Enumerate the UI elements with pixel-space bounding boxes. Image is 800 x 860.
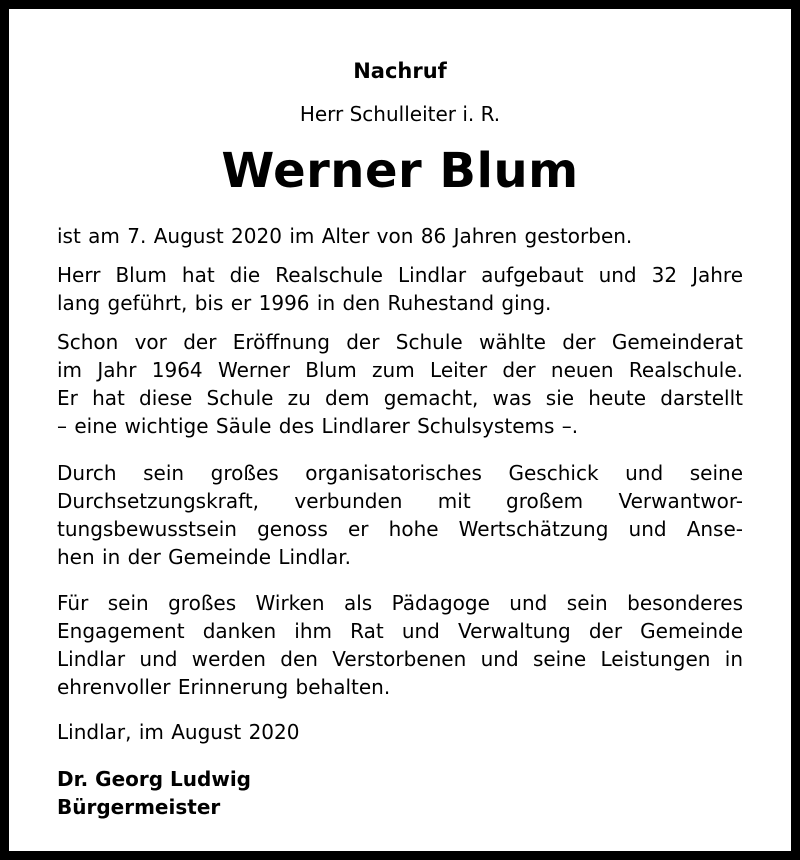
paragraph-career xyxy=(57,261,743,317)
paragraph-character xyxy=(57,459,743,571)
paragraph-line: tungsbewusstsein genoss er hohe Wertschätzung und Anse- xyxy=(57,517,743,541)
paragraph-line: Herr Blum hat die Realschule Lindlar aufgebaut und 32 Jahre xyxy=(57,263,743,287)
paragraph-line: – eine wichtige Säule des Lindlarer Schulsystems –. xyxy=(57,414,579,438)
signatory-title: Bürgermeister xyxy=(57,795,221,819)
paragraph-line: Durchsetzungskraft, verbunden mit großem Verwantwor- xyxy=(57,489,743,513)
paragraph-line: im Jahr 1964 Werner Blum zum Leiter der neuen Realschule. xyxy=(57,358,743,382)
paragraph-gratitude xyxy=(57,589,743,701)
paragraph-death-date xyxy=(57,222,743,250)
paragraph-line: lang geführt, bis er 1996 in den Ruhestand ging. xyxy=(57,291,552,315)
place-and-date xyxy=(57,718,743,746)
paragraph-line: hen in der Gemeinde Lindlar. xyxy=(57,545,351,569)
notice-kicker: Nachruf xyxy=(353,59,447,83)
deceased-name: Werner Blum xyxy=(221,143,579,199)
place-date-text: Lindlar, im August 2020 xyxy=(57,720,300,744)
paragraph-line: Lindlar und werden den Verstorbenen und seine Leistungen in xyxy=(57,647,743,671)
notice-subtitle: Herr Schulleiter i. R. xyxy=(299,102,501,126)
paragraph-line: Durch sein großes organisatorisches Geschick und seine xyxy=(57,461,743,485)
paragraph-line: Für sein großes Wirken als Pädagoge und sein besonderes xyxy=(57,591,743,615)
paragraph-line: Er hat diese Schule zu dem gemacht, was sie heute darstellt xyxy=(57,386,743,410)
paragraph-line: Engagement danken ihm Rat und Verwaltung der Gemeinde xyxy=(57,619,743,643)
paragraph-history xyxy=(57,328,743,440)
paragraph-line: Schon vor der Eröffnung der Schule wählte der Gemeinderat xyxy=(57,330,743,354)
signatory-name: Dr. Georg Ludwig xyxy=(57,767,251,791)
obituary-notice xyxy=(9,9,791,851)
paragraph-line: ehrenvoller Erinnerung behalten. xyxy=(57,675,391,699)
paragraph-line: ist am 7. August 2020 im Alter von 86 Jahren gestorben. xyxy=(57,224,633,248)
